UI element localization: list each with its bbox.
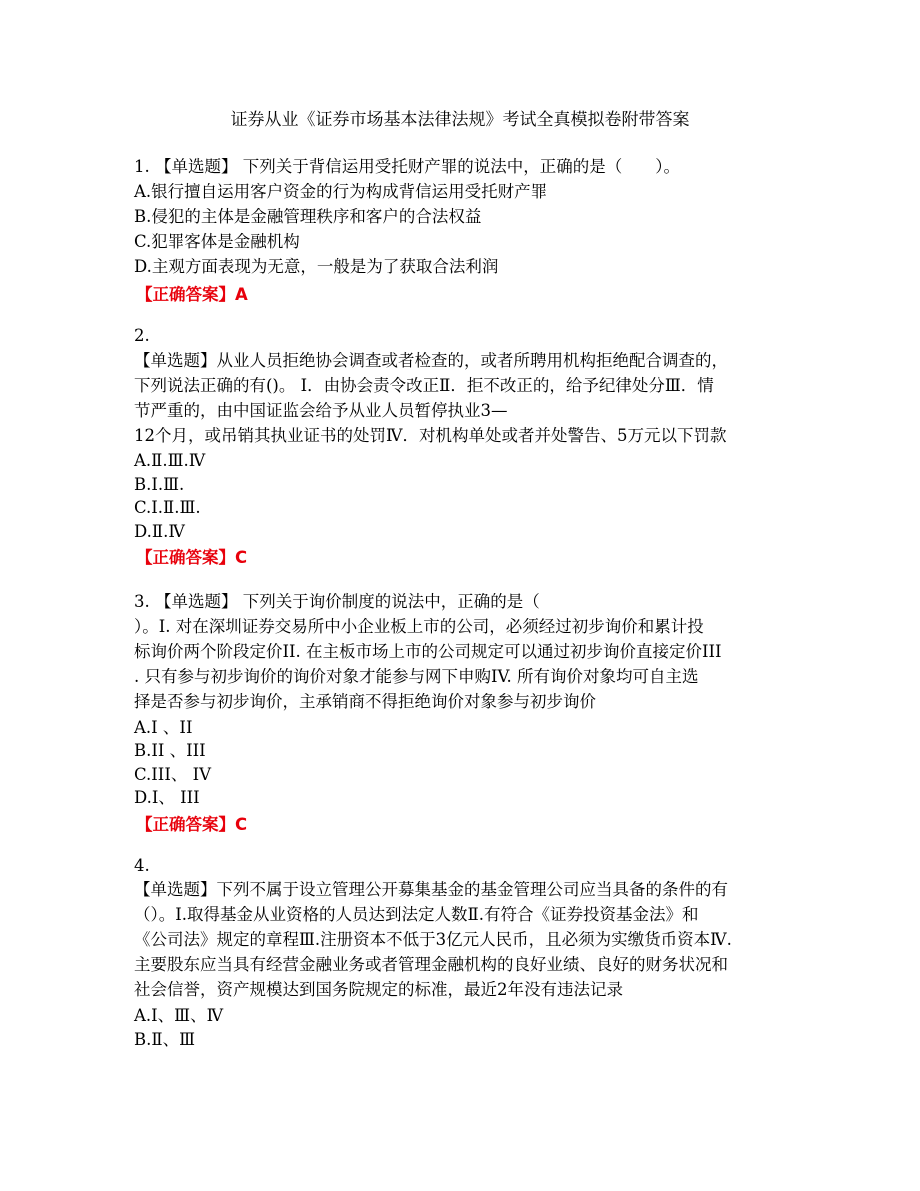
q2-answer: 【正确答案】C: [136, 548, 248, 567]
q1-answer: 【正确答案】A: [136, 285, 248, 304]
q2-option-b: B.Ⅰ.Ⅲ.: [134, 475, 185, 494]
q3-option-b: B.II 、III: [134, 741, 206, 760]
q2-option-d: D.Ⅱ.Ⅳ: [134, 522, 185, 541]
q2-option-c: C.Ⅰ.Ⅱ.Ⅲ.: [134, 498, 201, 517]
q1-stem: 1. 【单选题】 下列关于背信运用受托财产罪的说法中，正确的是（ ）。: [134, 157, 680, 176]
document-title: 证券从业《证券市场基本法律法规》考试全真模拟卷附带答案: [230, 110, 690, 130]
q2-stem-line-2: 下列说法正确的有()。 Ⅰ．由协会责令改正Ⅱ．拒不改正的，给予纪律处分Ⅲ．情: [134, 376, 714, 395]
q3-stem-line-3: 标询价两个阶段定价II. 在主板市场上市的公司规定可以通过初步询价直接定价III: [134, 642, 722, 661]
q4-option-a: A.Ⅰ、Ⅲ、Ⅳ: [134, 1006, 224, 1025]
q1-option-a: A.银行擅自运用客户资金的行为构成背信运用受托财产罪: [134, 182, 548, 201]
q2-stem-line-3: 节严重的，由中国证监会给予从业人员暂停执业3—: [134, 401, 508, 420]
q1-option-c: C.犯罪客体是金融机构: [134, 232, 300, 251]
q4-option-b: B.Ⅱ、Ⅲ: [134, 1030, 195, 1049]
q4-stem-line-1: 【单选题】下列不属于设立管理公开募集基金的基金管理公司应当具备的条件的有: [134, 880, 728, 899]
q2-stem-line-1: 【单选题】从业人员拒绝协会调查或者检查的，或者所聘用机构拒绝配合调查的，: [134, 351, 728, 370]
q2-number: 2.: [134, 326, 150, 345]
q2-stem-line-4: 12个月，或吊销其执业证书的处罚Ⅳ．对机构单处或者并处警告、5万元以下罚款: [134, 426, 727, 445]
q2-option-a: A.Ⅱ.Ⅲ.Ⅳ: [134, 451, 206, 470]
q3-stem-line-1: 3. 【单选题】 下列关于询价制度的说法中，正确的是（: [134, 592, 540, 611]
q4-stem-line-3: 《公司法》规定的章程Ⅲ.注册资本不低于3亿元人民币，且必须为实缴货币资本Ⅳ.: [134, 930, 732, 949]
q3-stem-line-4: . 只有参与初步询价的询价对象才能参与网下申购IV. 所有询价对象均可自主选: [134, 667, 699, 686]
q3-option-d: D.I、 III: [134, 788, 200, 807]
q3-answer: 【正确答案】C: [136, 815, 248, 834]
q3-stem-line-2: ）。I. 对在深圳证券交易所中小企业板上市的公司，必须经过初步询价和累计投: [134, 617, 704, 636]
q3-option-c: C.III、 IV: [134, 765, 212, 784]
q4-stem-line-2: （）。Ⅰ.取得基金从业资格的人员达到法定人数Ⅱ.有符合《证券投资基金法》和: [134, 905, 699, 924]
q1-option-d: D.主观方面表现为无意，一般是为了获取合法利润: [134, 257, 499, 276]
q3-option-a: A.I 、II: [134, 718, 193, 737]
q3-stem-line-5: 择是否参与初步询价，主承销商不得拒绝询价对象参与初步询价: [134, 692, 596, 711]
q4-stem-line-4: 主要股东应当具有经营金融业务或者管理金融机构的良好业绩、良好的财务状况和: [134, 955, 728, 974]
q4-number: 4.: [134, 856, 150, 875]
q4-stem-line-5: 社会信誉，资产规模达到国务院规定的标准，最近2年没有违法记录: [134, 980, 623, 999]
q1-option-b: B.侵犯的主体是金融管理秩序和客户的合法权益: [134, 207, 482, 226]
